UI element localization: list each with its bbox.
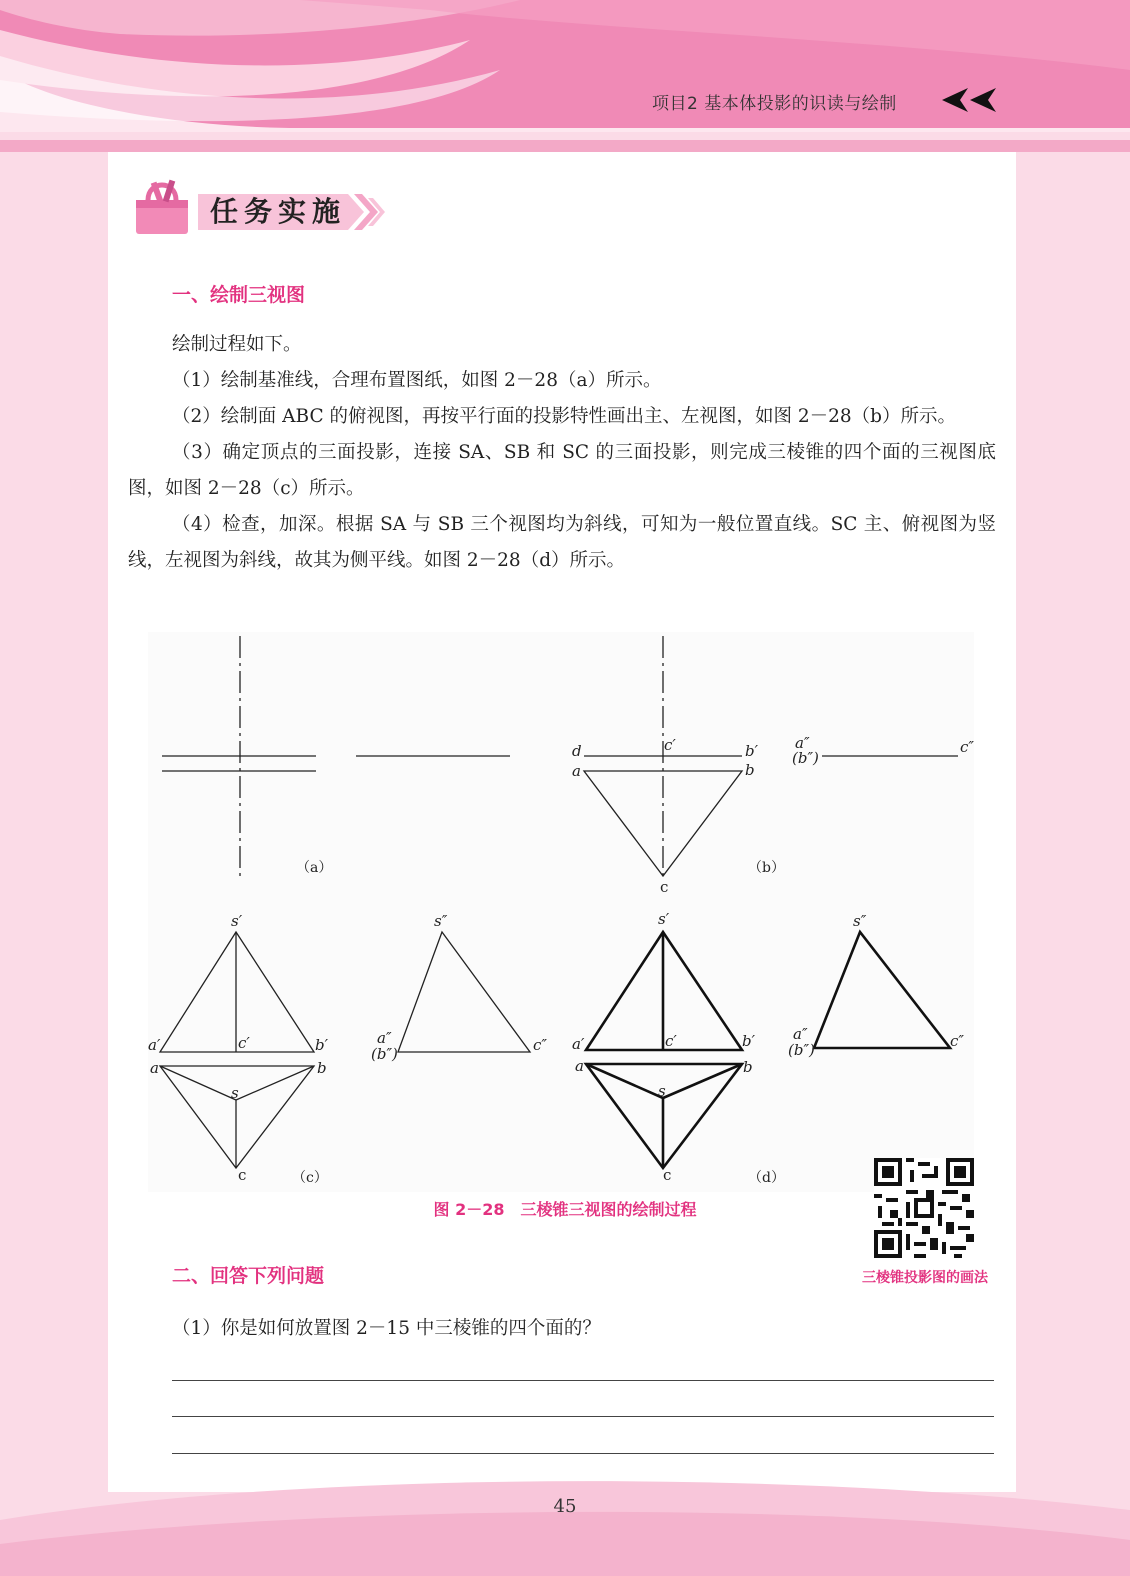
fig-c-front-triangle: [160, 932, 314, 1052]
label-d-c-double: c″: [950, 1032, 965, 1050]
label-d-s-double: s″: [853, 912, 867, 930]
step-3: （3）确定顶点的三面投影，连接 SA、SB 和 SC 的三面投影，则完成三棱锥的四个面的三视图底图，如图 2－28（c）所示。: [128, 442, 996, 499]
sublabel-c: （c）: [292, 1170, 328, 1186]
chapter-title: 项目2 基本体投影的识读与绘制: [652, 94, 897, 114]
fig-c-top-sa: [160, 1066, 236, 1100]
label-b-a-double: a″: [795, 734, 810, 752]
label-c-s-double: s″: [434, 912, 448, 930]
label-b-b: b: [745, 761, 755, 779]
label-c-s-prime: s′: [231, 912, 243, 930]
fig-c-top-triangle: [160, 1066, 314, 1168]
label-c-a: a: [150, 1059, 159, 1077]
step-2: （2）绘制面 ABC 的俯视图，再按平行面的投影特性画出主、左视图，如图 2－28（b）所示。: [172, 406, 957, 427]
label-b-c: c: [660, 878, 669, 896]
answer-line-1[interactable]: [172, 1380, 994, 1381]
label-c-c-prime: c′: [238, 1034, 250, 1052]
label-c-c-double: c″: [533, 1036, 548, 1054]
figure-caption: 图 2－28 三棱锥三视图的绘制过程: [433, 1200, 697, 1219]
qr-code[interactable]: [874, 1158, 974, 1258]
label-b-c-double: c″: [960, 738, 975, 756]
label-c-a-double: a″: [377, 1029, 392, 1047]
label-b-b-double: (b″): [792, 749, 819, 767]
section2-title: 二、回答下列问题: [172, 1265, 325, 1287]
sublabel-d: （d）: [748, 1170, 785, 1186]
label-b-d: d: [572, 742, 582, 760]
section1-title: 一、绘制三视图: [172, 284, 306, 306]
step-1: （1）绘制基准线，合理布置图纸，如图 2－28（a）所示。: [172, 370, 662, 391]
label-c-a-prime: a′: [148, 1036, 161, 1054]
qr-caption: 三棱锥投影图的画法: [862, 1270, 988, 1286]
label-d-s-prime: s′: [658, 910, 670, 928]
sublabel-b: （b）: [748, 860, 785, 876]
label-c-b-prime: b′: [315, 1036, 329, 1054]
fig-c-top-sb: [236, 1066, 314, 1100]
footer-decoration: [0, 1460, 1130, 1576]
label-d-a-prime: a′: [572, 1035, 585, 1053]
label-d-s: s: [658, 1082, 666, 1100]
fig-c-side-triangle: [398, 932, 530, 1052]
label-c-b-double: (b″): [371, 1045, 398, 1063]
label-c-c: c: [238, 1166, 247, 1184]
label-c-s: s: [231, 1084, 239, 1102]
label-b-a: a: [572, 762, 581, 780]
label-d-b-prime: b′: [742, 1032, 756, 1050]
label-b-b-prime: b′: [745, 742, 759, 760]
section1-intro: 绘制过程如下。: [172, 334, 302, 355]
label-d-a-double: a″: [793, 1025, 808, 1043]
answer-line-3[interactable]: [172, 1453, 994, 1454]
label-d-c: c: [663, 1166, 672, 1184]
fig-d-side-triangle: [814, 932, 950, 1048]
label-d-a: a: [575, 1057, 584, 1075]
label-d-c-prime: c′: [665, 1032, 677, 1050]
step-4: （4）检查，加深。根据 SA 与 SB 三个视图均为斜线，可知为一般位置直线。SC 主、俯视图为竖线，左视图为斜线，故其为侧平线。如图 2－28（d）所示。: [128, 514, 996, 571]
page-number: 45: [553, 1496, 577, 1517]
answer-line-2[interactable]: [172, 1416, 994, 1417]
task-banner-title: 任务实施: [210, 195, 347, 228]
question-1: （1）你是如何放置图 2－15 中三棱锥的四个面的？: [172, 1318, 601, 1339]
sublabel-a: （a）: [296, 860, 333, 876]
label-d-b-double: (b″): [788, 1041, 815, 1059]
label-d-b: b: [743, 1058, 753, 1076]
label-c-b: b: [317, 1059, 327, 1077]
label-b-c-prime: c′: [664, 736, 676, 754]
